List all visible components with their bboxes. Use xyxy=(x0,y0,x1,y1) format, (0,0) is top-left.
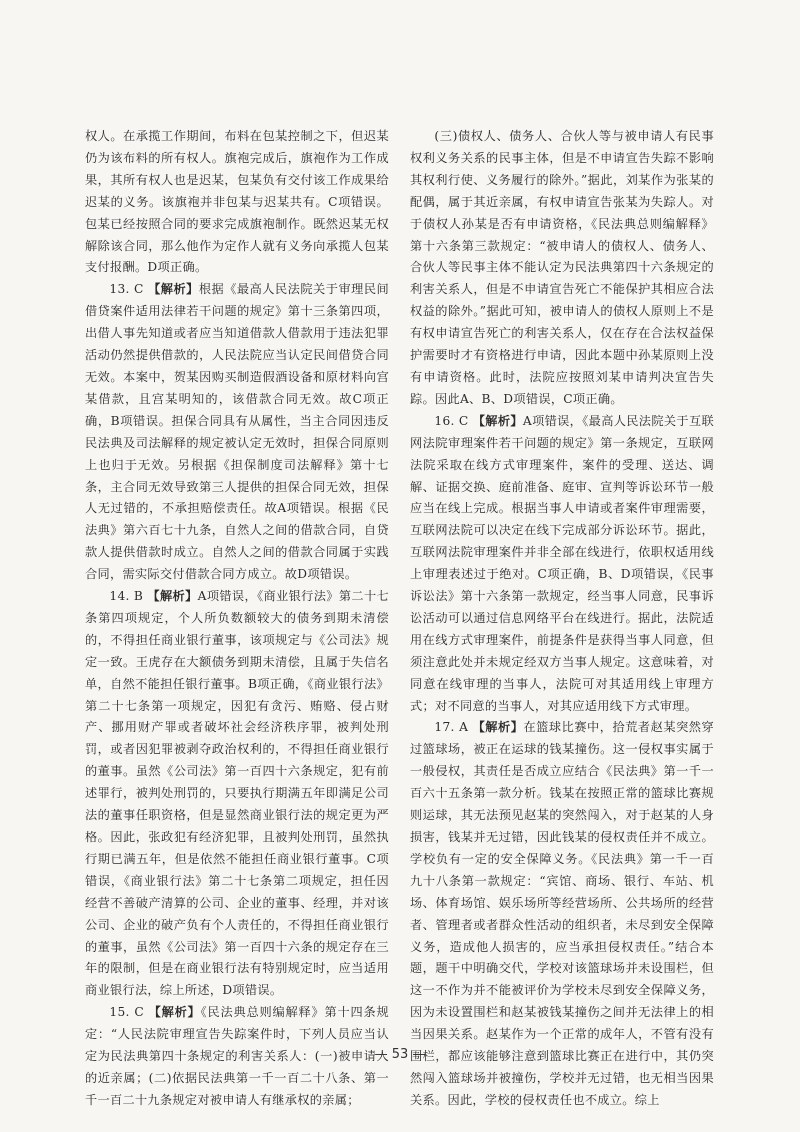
paragraph-text: 在篮球比赛中，拾荒者赵某突然穿过篮球场，被正在运球的钱某撞伤。这一侵权事实属于一般侵权，其责任是否成立应结合《民法典》第一千一百六十五条第一款分析。钱某在按照正常的篮球比赛规则运球，其无法预见赵某的突然闯入，对于赵某的人身损害，钱某并无过错，因此钱某的侵权责任并不成立。学校负有一定的安全保障义务。《民法典》第一千一百九十八条第一款规定：“宾馆、商场、银行、车站、机场、体育场馆、娱乐场所等经营场所、公共场所的经营者、管理者或者群众性活动的组织者，未尽到安全保障义务，造成他人损害的，应当承担侵权责任。”结合本题，题干中明确交代，学校对该篮球场并未设围栏，但这一不作为并不能被评价为学校未尽到安全保障义务，因为未设置围栏和赵某被钱某撞伤之间并无法律上的相当因果关系。赵某作为一个正常的成年人，不管有没有围栏，都应该能够注意到篮球比赛正在进行中，其仍突然闯入篮球场并被撞伤，学校并无过错，也无相当因果关系。因此，学校的侵权责任也不成立。综上 xyxy=(410,720,714,1107)
right-column xyxy=(410,126,714,1112)
left-column xyxy=(85,126,389,1112)
answer-paragraph-14 xyxy=(85,586,389,1002)
question-number: 15. C xyxy=(109,1005,144,1020)
analysis-tag: 【解析】 xyxy=(147,589,198,604)
paragraph-text: 《民法典总则编解释》第十四条规定：“人民法院审理宣告失踪案件时，下列人员应当认定为民法典第四十条规定的利害关系人：(一)被申请人的近亲属；(二)依据民法典第一千一百二十八条、第一千一百二十九条规定对被申请人有继承权的亲属； xyxy=(85,1005,389,1107)
question-number: 17. A xyxy=(434,720,469,735)
answer-paragraph-16 xyxy=(410,411,714,718)
question-number: 14. B xyxy=(109,589,144,604)
answer-paragraph-13 xyxy=(85,279,389,586)
paragraph-text: 权人。在承揽工作期间，布料在包某控制之下，但迟某仍为该布料的所有权人。旗袍完成后，旗袍作为工作成果，其所有权人也是迟某，包某负有交付该工作成果给迟某的义务。该旗袍并非包某与迟某共有。C项错误。包某已经按照合同的要求完成旗袍制作。既然迟某无权解除该合同，那么他作为定作人就有义务向承揽人包某支付报酬。D项正确。 xyxy=(85,129,389,275)
question-number: 16. C xyxy=(434,413,469,428)
question-number: 13. C xyxy=(109,282,144,297)
paragraph-text: 根据《最高人民法院关于审理民间借贷案件适用法律若干问题的规定》第十三条第四项，出借人事先知道或者应当知道借款人借款用于违法犯罪活动仍然提供借款的，人民法院应当认定民间借贷合同无效。本案中，贺某因购买制造假酒设备和原材料向宫某借款，且宫某明知的，该借款合同无效。故C项正确，B项错误。担保合同具有从属性，当主合同因违反民法典及司法解释的规定被认定无效时，担保合同原则上也归于无效。另根据《担保制度司法解释》第十七条，主合同无效导致第三人提供的担保合同无效，担保人无过错的，不承担赔偿责任。故A项错误。根据《民法典》第六百七十九条，自然人之间的借款合同，自贷款人提供借款时成立。自然人之间的借款合同属于实践合同，需实际交付借款合同方成立。故D项错误。 xyxy=(85,282,389,582)
paragraph-text: (三)债权人、债务人、合伙人等与被申请人有民事权利义务关系的民事主体，但是不申请宣告失踪不影响其权利行使、义务履行的除外。”据此，刘某作为张某的配偶，属于其近亲属，有权申请宣告张某为失踪人。对于债权人孙某是否有申请资格，《民法典总则编解释》第十六条第三款规定：“被申请人的债权人、债务人、合伙人等民事主体不能认定为民法典第四十六条规定的利害关系人，但是不申请宣告死亡不能保护其相应合法权益的除外。”据此可知，被申请人的债权人原则上不是有权申请宣告死亡的利害关系人，仅在存在合法权益保护需要时才有资格进行申请，因此本题中孙某原则上没有申请资格。此时，法院应按照刘某申请判决宣告失踪。因此A、B、D项错误，C项正确。 xyxy=(410,129,714,406)
analysis-tag: 【解析】 xyxy=(148,282,199,297)
paragraph-text: A项错误，《商业银行法》第二十七条第四项规定，个人所负数额较大的债务到期未清偿的，不得担任商业银行董事，该项规定与《公司法》规定一致。王虎存在大额债务到期未清偿，且属于失信名单，自然不能担任银行董事。B项正确，《商业银行法》第二十七条第一项规定，因犯有贪污、贿赂、侵占财产、挪用财产罪或者破坏社会经济秩序罪，被判处刑罚，或者因犯罪被剥夺政治权利的，不得担任商业银行的董事。虽然《公司法》第一百四十六条规定，犯有前述罪行，被判处刑罚的，只要执行期满五年即满足公司法的董事任职资格，但是显然商业银行法的规定更为严格。因此，张政犯有经济犯罪，且被判处刑罚，虽然执行期已满五年，但是依然不能担任商业银行董事。C项错误，《商业银行法》第二十七条第二项规定，担任因经营不善破产清算的公司、企业的董事、经理，并对该公司、企业的破产负有个人责任的，不得担任商业银行的董事，虽然《公司法》第一百四十六条的规定存在三年的限制，但是在商业银行法有特别规定时，应当适用商业银行法，综上所述，D项错误。 xyxy=(85,589,389,998)
paragraph xyxy=(85,126,389,279)
page-number: — 53 — xyxy=(374,1047,426,1062)
analysis-tag: 【解析】 xyxy=(472,413,523,428)
paragraph-text: A项错误，《最高人民法院关于互联网法院审理案件若干问题的规定》第一条规定，互联网法院采取在线方式审理案件，案件的受理、送达、调解、证据交换、庭前准备、庭审、宣判等诉讼环节一般应当在线上完成。根据当事人申请或者案件审理需要，互联网法院可以决定在线下完成部分诉讼环节。据此，互联网法院审理案件并非全部在线进行，依职权适用线上审理表述过于绝对。C项正确，B、D项错误，《民事诉讼法》第十六条第一款规定，经当事人同意，民事诉讼活动可以通过信息网络平台在线进行。据此，法院适用在线方式审理案件，前提条件是获得当事人同意，但须注意此处并未规定经双方当事人规定。这意味着，对同意在线审理的当事人，法院可对其适用线上审理方式；对不同意的当事人，对其应适用线下方式审理。 xyxy=(410,413,714,713)
analysis-tag: 【解析】 xyxy=(472,720,524,735)
paragraph xyxy=(410,126,714,411)
analysis-tag: 【解析】 xyxy=(148,1005,201,1020)
